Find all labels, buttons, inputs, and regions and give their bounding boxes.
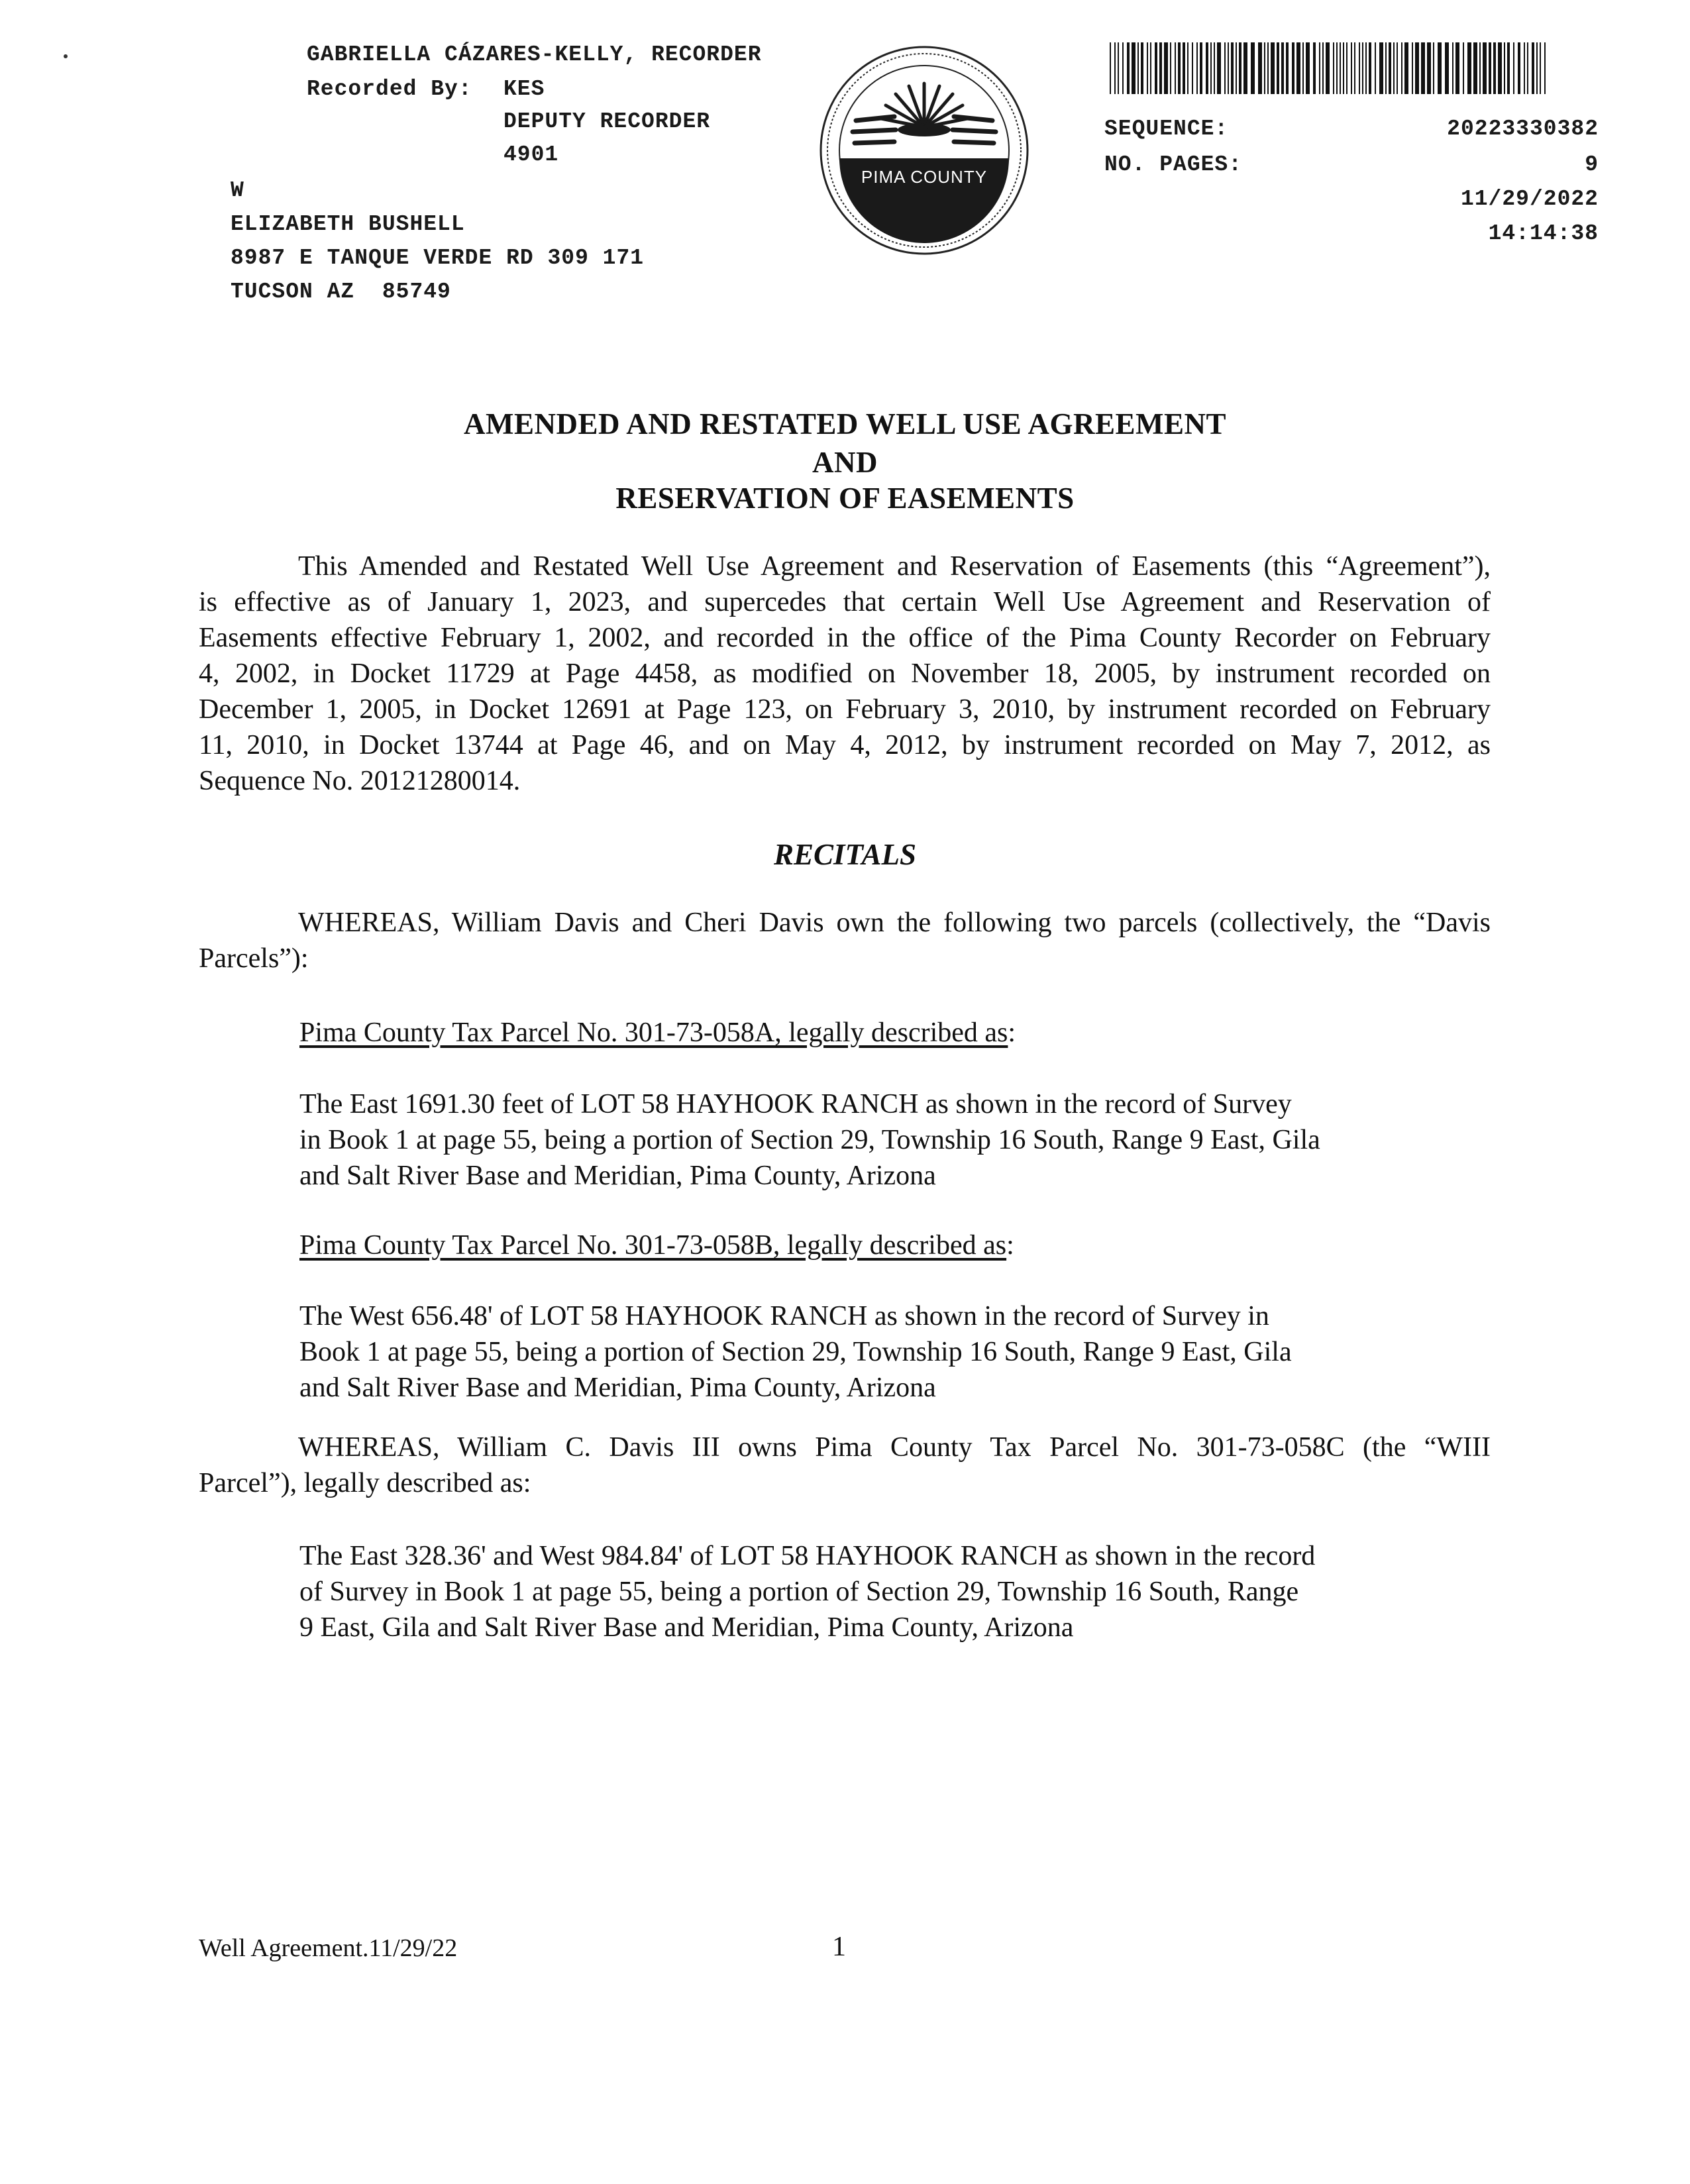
parcel-a-line: and Salt River Base and Meridian, Pima County, Arizona (299, 1161, 936, 1191)
barcode-bar (1313, 42, 1316, 94)
barcode-bar (1483, 42, 1487, 94)
whereas-davis-paragraph (199, 905, 1491, 976)
barcode-bar (1351, 42, 1352, 94)
parcel-c-line: of Survey in Book 1 at page 55, being a portion of Section 29, Township 16 South, Range (299, 1577, 1299, 1607)
barcode-bar (1540, 42, 1541, 94)
recitals-heading: RECITALS (773, 838, 917, 871)
parcel-a-line: The East 1691.30 feet of LOT 58 HAYHOOK RANCH as shown in the record of Survey (299, 1089, 1292, 1119)
barcode-bar (1286, 42, 1289, 94)
barcode-bar (1277, 42, 1279, 94)
intro-line: December 1, 2005, in Docket 12691 at Page 123, on February 3, 2010, by instrument recorded on February (199, 694, 1491, 725)
barcode-bar (1147, 42, 1148, 94)
barcode-bar (1228, 42, 1229, 94)
barcode-bar (1206, 42, 1208, 94)
pima-county-seal (816, 42, 1032, 258)
barcode-bar (1479, 42, 1481, 94)
barcode-bar (1385, 42, 1387, 94)
barcode-bar (1445, 42, 1449, 94)
barcode-bar (1296, 42, 1300, 94)
barcode-bar (1258, 42, 1262, 94)
barcode-bar (1359, 42, 1360, 94)
barcode-bar (1224, 42, 1226, 94)
barcode-bar (1507, 42, 1510, 94)
barcode-bar (1239, 42, 1241, 94)
barcode-bar (1271, 42, 1275, 94)
barcode-bar (1412, 42, 1413, 94)
recorded-by-value: KES (503, 77, 545, 101)
deputy-number: 4901 (503, 142, 559, 167)
barcode-bar (1375, 42, 1376, 94)
barcode-bar (1159, 42, 1162, 94)
return-street: 8987 E TANQUE VERDE RD 309 171 (231, 246, 645, 270)
barcode-bar (1362, 42, 1363, 94)
barcode-bar (1292, 42, 1294, 94)
document-title-line1: AMENDED AND RESTATED WELL USE AGREEMENT (464, 407, 1226, 441)
barcode-bar (1118, 42, 1119, 94)
scan-mark (64, 54, 68, 58)
return-city: TUCSON AZ 85749 (231, 280, 451, 304)
parcel-b-heading-colon: : (1006, 1230, 1014, 1261)
barcode-bar (1114, 42, 1116, 94)
barcode-bar (1281, 42, 1284, 94)
recording-date: 11/29/2022 (1460, 187, 1599, 211)
barcode-bar (1379, 42, 1383, 94)
barcode-bar (1340, 42, 1341, 94)
barcode-bar (1404, 42, 1408, 94)
intro-line: This Amended and Restated Well Use Agreement and Reservation of Easements (this “Agreement”), (298, 551, 1491, 582)
barcode-bar (1438, 42, 1442, 94)
barcode-bar (1346, 42, 1347, 94)
barcode-bar (1236, 42, 1237, 94)
barcode-bar (1122, 42, 1124, 94)
sequence-label: SEQUENCE: (1104, 117, 1229, 141)
intro-line: Easements effective February 1, 2002, and recorded in the office of the Pima County Recorder on February (199, 623, 1491, 653)
barcode-bar (1175, 42, 1176, 94)
barcode-bar (1333, 42, 1334, 94)
barcode-bar (1415, 42, 1419, 94)
barcode-bar (1498, 42, 1502, 94)
barcode-bar (1455, 42, 1459, 94)
w-mark: W (231, 178, 244, 203)
barcode-bar (1196, 42, 1198, 94)
page-number: 1 (832, 1932, 846, 1962)
whereas-line: Parcel”), legally described as: (199, 1468, 531, 1498)
barcode-bar (1427, 42, 1431, 94)
barcode-bar (1493, 42, 1496, 94)
recorder-name: GABRIELLA CÁZARES-KELLY, RECORDER (307, 42, 762, 67)
pages-value: 9 (1585, 152, 1599, 177)
parcel-a-heading-text: Pima County Tax Parcel No. 301-73-058A, legally described as (299, 1017, 1008, 1048)
intro-line: is effective as of January 1, 2023, and supercedes that certain Well Use Agreement and Reservation of (199, 587, 1491, 617)
parcel-b-line: Book 1 at page 55, being a portion of Section 29, Township 16 South, Range 9 East, Gila (299, 1337, 1292, 1367)
barcode-bar (1192, 42, 1193, 94)
barcode-bar (1473, 42, 1477, 94)
barcode-bar (1365, 42, 1367, 94)
barcode-bar (1532, 42, 1534, 94)
parcel-c-description (299, 1538, 1399, 1645)
barcode-bar (1433, 42, 1434, 94)
barcode-bar (1231, 42, 1234, 94)
barcode-bar (1504, 42, 1505, 94)
return-name: ELIZABETH BUSHELL (231, 212, 465, 236)
barcode-bar (1524, 42, 1525, 94)
barcode-bar (1306, 42, 1310, 94)
barcode-bar (1214, 42, 1215, 94)
barcode-bar (1178, 42, 1181, 94)
barcode-bar (1489, 42, 1491, 94)
whereas-line: Parcels”): (199, 943, 309, 974)
barcode-bar (1336, 42, 1338, 94)
barcode-bar (1183, 42, 1185, 94)
barcode-bar (1141, 42, 1143, 94)
seal-text: PIMA COUNTY (861, 167, 988, 187)
barcode-bar (1251, 42, 1255, 94)
barcode-bar (1527, 42, 1528, 94)
barcode-bar (1421, 42, 1425, 94)
barcode-bar (1467, 42, 1471, 94)
barcode-bar (1463, 42, 1464, 94)
barcode-bar (1217, 42, 1221, 94)
barcode-bar (1170, 42, 1171, 94)
recorded-by-label: Recorded By: (307, 77, 472, 101)
whereas-line: WHEREAS, William C. Davis III owns Pima County Tax Parcel No. 301-73-058C (the “WIII (298, 1432, 1491, 1463)
barcode-bar (1326, 42, 1330, 94)
barcode-bar (1513, 42, 1514, 94)
deputy-recorder: DEPUTY RECORDER (503, 109, 711, 134)
document-title-line3: RESERVATION OF EASEMENTS (615, 482, 1075, 515)
parcel-b-heading (299, 1227, 1399, 1263)
intro-line: 4, 2002, in Docket 11729 at Page 4458, as modified on November 18, 2005, by instrument recorded on (199, 658, 1491, 689)
intro-paragraph (199, 548, 1491, 799)
barcode-bar (1210, 42, 1212, 94)
barcode-bar (1187, 42, 1188, 94)
barcode-bar (1369, 42, 1371, 94)
barcode-bar (1322, 42, 1324, 94)
parcel-c-line: 9 East, Gila and Salt River Base and Meridian, Pima County, Arizona (299, 1612, 1074, 1643)
sequence-value: 20223330382 (1447, 117, 1599, 141)
barcode-bar (1150, 42, 1151, 94)
barcode-bar (1127, 42, 1130, 94)
parcel-b-description (299, 1298, 1399, 1406)
recording-time: 14:14:38 (1488, 221, 1599, 246)
footer-document-label: Well Agreement.11/29/22 (199, 1934, 458, 1962)
barcode-bar (1267, 42, 1269, 94)
barcode-bar (1264, 42, 1265, 94)
barcode-bar (1536, 42, 1538, 94)
parcel-a-heading (299, 1015, 1399, 1051)
barcode-bar (1343, 42, 1344, 94)
intro-line: 11, 2010, in Docket 13744 at Page 46, and on May 4, 2012, by instrument recorded on May 7, 2012, as (199, 730, 1491, 760)
barcode-bar (1397, 42, 1398, 94)
barcode-bar (1164, 42, 1168, 94)
barcode-bar (1319, 42, 1320, 94)
barcode-bar (1452, 42, 1453, 94)
barcode-bar (1389, 42, 1391, 94)
barcode-icon (1110, 42, 1550, 94)
barcode-bar (1132, 42, 1135, 94)
parcel-b-line: and Salt River Base and Meridian, Pima County, Arizona (299, 1373, 936, 1403)
intro-line: Sequence No. 20121280014. (199, 766, 521, 796)
barcode-bar (1393, 42, 1395, 94)
barcode-bar (1401, 42, 1402, 94)
whereas-line: WHEREAS, William Davis and Cheri Davis own the following two parcels (collectively, the “Davis (298, 908, 1491, 938)
barcode-bar (1137, 42, 1139, 94)
barcode-bar (1200, 42, 1202, 94)
parcel-c-line: The East 328.36' and West 984.84' of LOT 58 HAYHOOK RANCH as shown in the record (299, 1541, 1316, 1571)
pages-label: NO. PAGES: (1104, 152, 1243, 177)
barcode-bar (1302, 42, 1304, 94)
parcel-a-heading-colon: : (1008, 1017, 1016, 1048)
barcode-bar (1243, 42, 1247, 94)
barcode-bar (1518, 42, 1520, 94)
whereas-wiii-paragraph (199, 1430, 1491, 1501)
parcel-a-line: in Book 1 at page 55, being a portion of Section 29, Township 16 South, Range 9 East, Gila (299, 1125, 1320, 1155)
document-title-line2: AND (812, 446, 878, 479)
parcel-b-line: The West 656.48' of LOT 58 HAYHOOK RANCH as shown in the record of Survey in (299, 1301, 1269, 1331)
barcode-bar (1354, 42, 1355, 94)
barcode-bar (1544, 42, 1546, 94)
parcel-b-heading-text: Pima County Tax Parcel No. 301-73-058B, legally described as (299, 1230, 1007, 1261)
parcel-a-description (299, 1086, 1399, 1194)
barcode-bar (1155, 42, 1157, 94)
barcode-bar (1110, 42, 1111, 94)
